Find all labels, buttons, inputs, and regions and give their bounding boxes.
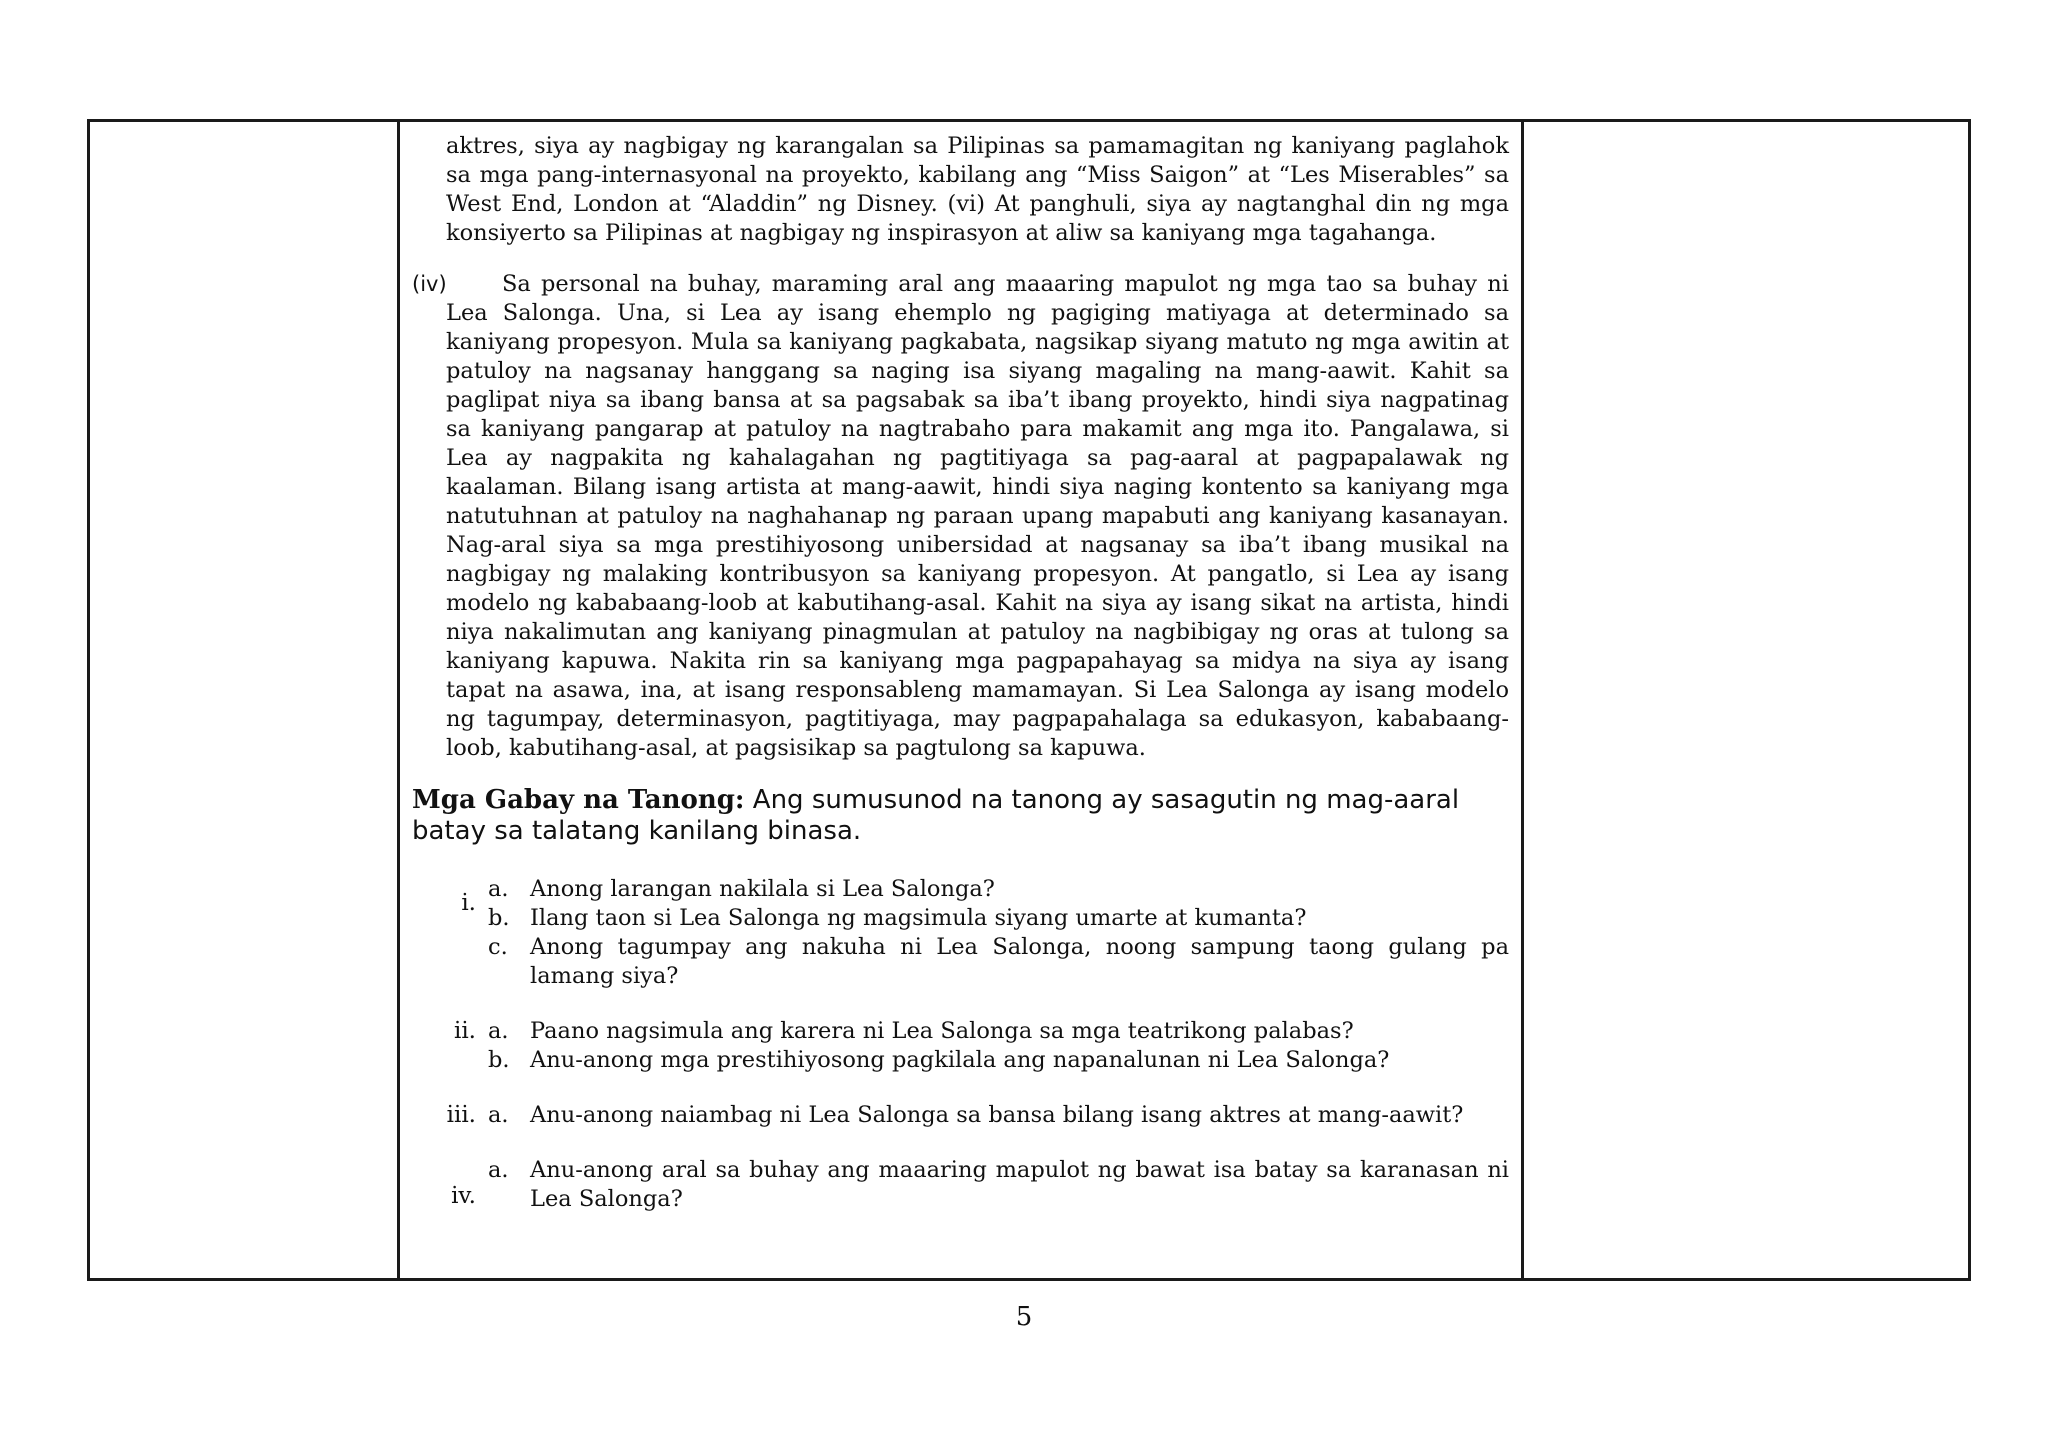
question-letter: c. [488, 934, 508, 960]
content-table [87, 119, 1971, 1281]
question-group-number: i. [461, 890, 476, 916]
question-item [488, 904, 1509, 933]
question-text: Paano nagsimula ang karera ni Lea Salonga sa mga teatrikong palabas? [530, 1018, 1354, 1044]
question-letter: b. [488, 1047, 510, 1073]
question-text: Anu-anong mga prestihiyosong pagkilala ang napanalunan ni Lea Salonga? [530, 1047, 1390, 1073]
question-item [488, 875, 1509, 904]
question-group [412, 1101, 1509, 1130]
question-item [488, 1046, 1509, 1075]
main-content-cell [400, 122, 1524, 1278]
question-group-number: iv. [451, 1183, 476, 1209]
question-text: Anu-anong naiambag ni Lea Salonga sa bansa bilang isang aktres at mang-aawit? [530, 1102, 1464, 1128]
question-item [488, 1101, 1509, 1130]
question-item [488, 933, 1509, 991]
left-column-cell [90, 122, 400, 1278]
question-group [412, 1156, 1509, 1214]
question-list [412, 875, 1509, 1214]
paragraph-iv-body [446, 270, 1509, 763]
question-letter: b. [488, 905, 510, 931]
question-item [488, 1017, 1509, 1046]
question-group [412, 1017, 1509, 1075]
guide-questions-instruction: Ang sumusunod na tanong ay sasagutin ng mag-aaral batay sa talatang kanilang binasa. [412, 785, 1460, 846]
question-group-number: iii. [446, 1102, 476, 1128]
question-group-number: ii. [453, 1018, 476, 1044]
question-letter: a. [488, 876, 509, 902]
question-text: Anong larangan nakilala si Lea Salonga? [530, 876, 995, 902]
guide-questions-intro [412, 785, 1509, 847]
paragraph-iv-text: Sa personal na buhay, maraming aral ang maaaring mapulot ng mga tao sa buhay ni Lea Salonga. Una, si Lea ay isang ehemplo ng pagiging matiyaga at determinado sa kaniyang propesyon. Mula sa kaniyang pagkabata, nagsikap siyang matuto ng mga awitin at patuloy na nagsanay hanggang sa naging isa siyang magaling na mang-aawit. Kahit sa paglipat niya sa ibang bansa at sa pagsabak sa iba’t ibang proyekto, hindi siya nagpatinag sa kaniyang pangarap at patuloy na nagtrabaho para makamit ang mga ito. Pangalawa, si Lea ay nagpakita ng kahalagahan ng pagtitiyaga sa pag-aaral at pagpapalawak ng kaalaman. Bilang isang artista at mang-aawit, hindi siya naging kontento sa kaniyang mga natutuhnan at patuloy na naghahanap ng paraan upang mapabuti ang kaniyang kasanayan. Nag-aral siya sa mga prestihiyosong unibersidad at nagsanay sa iba’t ibang musikal na nagbigay ng malaking kontribusyon sa kaniyang propesyon. At pangatlo, si Lea ay isang modelo ng kababaang-loob at kabutihang-asal. Kahit na siya ay isang sikat na artista, hindi niya nakalimutan ang kaniyang pinagmulan at patuloy na nagbibigay ng oras at tulong sa kaniyang kapuwa. Nakita rin sa kaniyang mga pagpapahayag sa midya na siya ay isang tapat na asawa, ina, at isang responsableng mamamayan. Si Lea Salonga ay isang modelo ng tagumpay, determinasyon, pagtitiyaga, may pagpapahalaga sa edukasyon, kababaang-loob, kabutihang-asal, at pagsisikap sa pagtulong sa kapuwa. [446, 271, 1509, 761]
page-number: 5 [1015, 1302, 1033, 1332]
question-text: Anong tagumpay ang nakuha ni Lea Salonga, noong sampung taong gulang pa lamang siya? [530, 934, 1509, 989]
question-letter: a. [488, 1018, 509, 1044]
continuation-paragraph: aktres, siya ay nagbigay ng karangalan sa Pilipinas sa pamamagitan ng kaniyang paglahok sa mga pang-internasyonal na proyekto, kabilang ang “Miss Saigon” at “Les Miserables” sa West End, London at “Aladdin” ng Disney. (vi) At panghuli, siya ay nagtanghal din ng mga konsiyerto sa Pilipinas at nagbigay ng inspirasyon at aliw sa kaniyang mga tagahanga. [446, 133, 1509, 246]
question-group [412, 875, 1509, 991]
question-letter: a. [488, 1102, 509, 1128]
question-item [488, 1156, 1509, 1214]
question-text: Anu-anong aral sa buhay ang maaaring mapulot ng bawat isa batay sa karanasan ni Lea Salonga? [530, 1157, 1509, 1212]
question-letter: a. [488, 1157, 509, 1183]
paragraph-iv-marker: (iv) [412, 272, 447, 296]
question-text: Ilang taon si Lea Salonga ng magsimula siyang umarte at kumanta? [530, 905, 1307, 931]
paragraph-iv [412, 270, 1509, 763]
guide-questions-heading: Mga Gabay na Tanong: [412, 785, 745, 815]
right-column-cell [1524, 122, 1968, 1278]
